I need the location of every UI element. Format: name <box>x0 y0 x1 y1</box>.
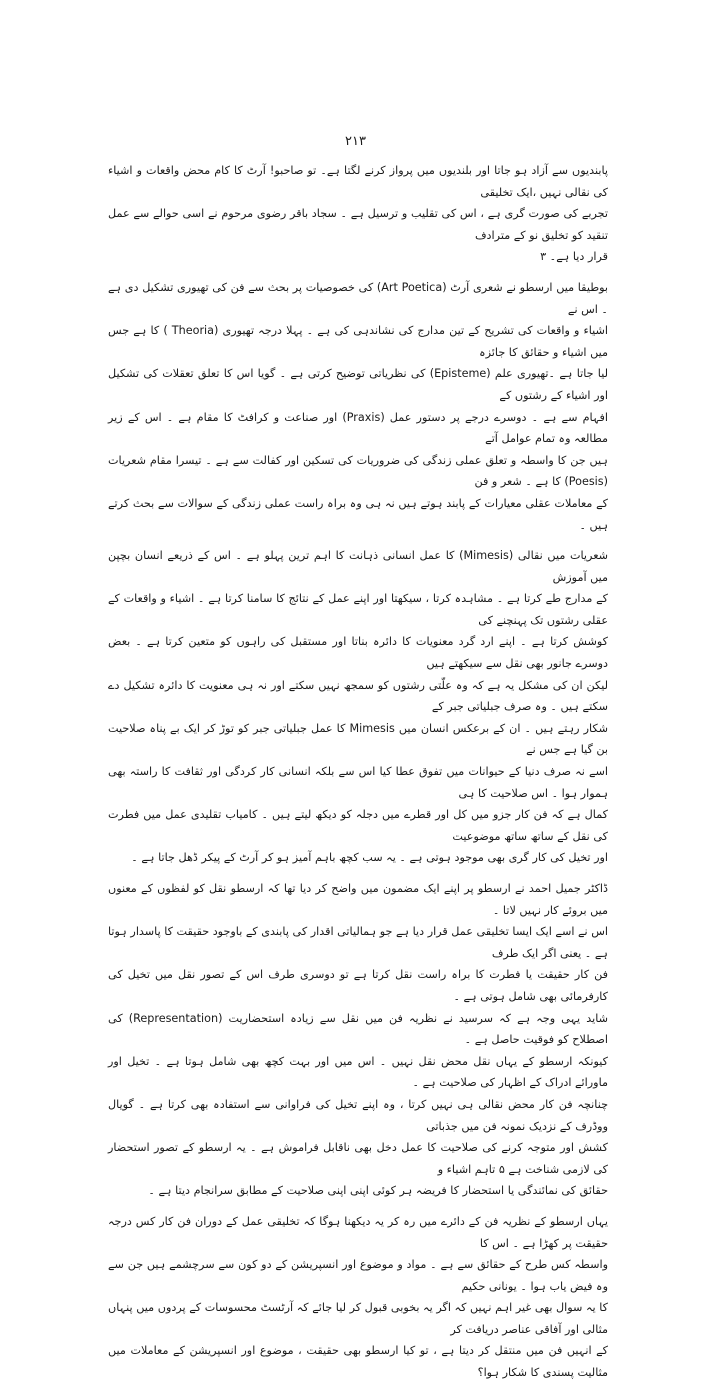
text-line: ڈاکٹر جمیل احمد نے ارسطو پر اپنے ایک مضمون میں واضح کر دیا تھا کہ ارسطو نقل کو لفظوں کے معنوں میں بروئے کار نہیں لاتا ۔ <box>108 882 608 917</box>
paragraph-2 <box>108 277 608 536</box>
text-line: اور تخیل کی کار گری بھی موجود ہوتی ہے ۔ یہ سب کچھ باہم آمیز ہو کر آرٹ کے پیکر ڈھل جاتا ہے ۔ <box>131 851 608 865</box>
text-line: یہاں ارسطو کے نظریہ فن کے دائرے میں رہ کر یہ دیکھنا ہوگا کہ تخلیقی عمل کے دوران فن کار کس درجہ حقیقت پر کھڑا ہے ۔ اس کا <box>108 1214 608 1250</box>
text-line: ہیں جن کا واسطہ و تعلق عملی زندگی کی ضروریات کی تسکین اور کفالت سے ہے ۔ تیسرا مقام شعریات (Poesis) کا ہے ۔ شعر و فن <box>108 453 608 489</box>
text-line: کے معاملات عقلی معیارات کے پابند ہوتے ہیں نہ ہی وہ براہ راست عملی زندگی کے سوالات سے بحث کرتے ہیں ۔ <box>108 496 608 532</box>
text-line: شاید یہی وجہ ہے کہ سرسید نے نظریہ فن میں نقل سے زیادہ استحضاریت (Representation) کی اصطلاح کو فوقیت حاصل ہے ۔ <box>108 1011 609 1047</box>
text-line: لیا جاتا ہے ۔تھیوری علم (Episteme) کی نظریاتی توضیح کرتی ہے ۔ گویا اس کا تعلق تعقلات کی تشکیل اور اشیاء کے رشتوں کے <box>108 367 608 402</box>
paragraph-1 <box>108 160 608 268</box>
text-line: قرار دیا ہے۔ ۳ <box>540 250 608 264</box>
text-line: کے انہیں فن میں منتقل کر دیتا ہے ، تو کیا ارسطو بھی حقیقت ، موضوع اور انسپریشن کے معاملات میں مثالیت پسندی کا شکار ہوا؟ <box>108 1344 608 1380</box>
text-line: واسطہ کس طرح کے حقائق سے ہے ۔ مواد و موضوع اور انسپریشن کے دو کون سے سرچشمے ہیں جن سے وہ فیض یاب ہوا ۔ یونانی حکیم <box>108 1258 608 1293</box>
text-line: اشیاء و واقعات کی تشریح کے تین مدارج کی نشاندہی کی ہے ۔ پہلا درجہ تھیوری (Theoria ) کا ہے جس میں اشیاء و حقائق کا جائزہ <box>108 324 608 359</box>
text-line: پابندیوں سے آزاد ہو جاتا اور بلندیوں میں پرواز کرنے لگتا ہے۔ تو صاحبو! آرٹ کا کام محض واقعات و اشیاء کی نقالی نہیں ،ایک تخلیقی <box>108 164 608 199</box>
text-line: کشش اور متوجہ کرنے کی صلاحیت کا عمل دخل بھی ناقابل فراموش ہے ۔ یہ ارسطو کے تصور استحضار کی لازمی شناخت ہے ۵ تاہم اشیاء و <box>108 1141 608 1176</box>
paragraph-4 <box>108 878 608 1202</box>
text-line: افہام سے ہے ۔ دوسرے درجے پر دستور عمل (Praxis) اور صناعت و کرافٹ کا مقام ہے ۔ اس کے زیر مطالعہ وہ تمام عوامل آتے <box>108 410 608 446</box>
text-line: کا یہ سوال بھی غیر اہم نہیں کہ اگر یہ بخوبی قبول کر لیا جائے کہ آرٹسٹ محسوسات کے پردوں میں پنہاں مثالی اور آفاقی عناصر دریافت کر <box>108 1301 608 1336</box>
text-line: اسے نہ صرف دنیا کے حیوانات میں تفوق عطا کیا اس سے بلکہ انسانی کار کردگی اور ثقافت کا راستہ بھی ہموار ہوا ۔ اس صلاحیت کا ہی <box>108 765 608 800</box>
paragraph-5 <box>108 1211 608 1384</box>
text-line: کے مدارج طے کرتا ہے ۔ مشاہدہ کرتا ، سیکھتا اور اپنے عمل کے نتائج کا سامنا کرتا ہے ۔ اشیاء و واقعات کے عقلی رشتوں تک پہنچنے کی <box>108 592 608 627</box>
document-body <box>108 160 608 1393</box>
text-line: کمال ہے کہ فن کار جزو میں کل اور قطرے میں دجلہ کو دیکھ لیتے ہیں ۔ کامیاب تقلیدی عمل میں فطرت کی نقل کے ساتھ ساتھ موضوعیت <box>108 808 608 843</box>
text-line: شکار رہتے ہیں ۔ ان کے برعکس انسان میں Mimesis کا عمل جبلیاتی جبر کو توڑ کر ایک بے پناہ صلاحیت بن گیا ہے جس نے <box>108 721 608 757</box>
text-line: چنانچہ فن کار محض نقالی ہی نہیں کرتا ، وہ اپنے تخیل کی فراوانی سے استفادہ بھی کرتا ہے ۔ گویال ووڈرف کے نزدیک نمونہ فن میں جذباتی <box>108 1097 608 1133</box>
page-number: ۲۱۳ <box>345 134 366 149</box>
paragraph-3 <box>108 545 608 869</box>
text-line: شعریات میں نقالی (Mimesis) کا عمل انسانی ذہانت کا اہم ترین پہلو ہے ۔ اس کے ذریعے انسان بچپن میں آموزش <box>108 549 608 584</box>
text-line: لیکن ان کی مشکل یہ ہے کہ وہ علّتی رشتوں کو سمجھ نہیں سکتے اور نہ ہی معنویت کا دائرہ تشکیل دے سکتے ہیں ۔ وہ صرف جبلیاتی جبر کے <box>108 678 608 714</box>
text-line: تجربے کی صورت گری ہے ، اس کی تقلیب و ترسیل ہے ۔ سجاد باقر رضوی مرحوم نے اسی حوالے سے عمل تنقید کو تخلیق نو کے مترادف <box>108 207 608 242</box>
text-line: کیونکہ ارسطو کے یہاں نقل محض نقل نہیں ۔ اس میں اور بہت کچھ بھی شامل ہوتا ہے ۔ تخیل اور ماورائے ادراک کے اظہار کی صلاحیت ہے ۔ <box>108 1054 608 1090</box>
text-line: کوشش کرتا ہے ۔ اپنے ارد گرد معنویات کا دائرہ بناتا اور مستقبل کی راہوں کو متعین کرتا ہے ۔ بعض دوسرے جانور بھی نقل سے سیکھتے ہیں <box>108 635 608 671</box>
text-line: حقائق کی نمائندگی یا استحضار کا فریضہ ہر کوئی اپنی اپنی صلاحیت کے مطابق سرانجام دیتا ہے ۔ <box>148 1184 608 1198</box>
text-line: اس نے اسے ایک ایسا تخلیقی عمل قرار دیا ہے جو ہمالیاتی اقدار کی پابندی کے باوجود حقیقت کا پاسدار ہوتا ہے ۔ یعنی اگر ایک طرف <box>108 925 608 960</box>
text-line: بوطیقا میں ارسطو نے شعری آرٹ (Art Poetica) کی خصوصیات پر بحث سے فن کی تھیوری تشکیل دی ہے ۔ اس نے <box>108 280 608 316</box>
text-line: فن کار حقیقت یا فطرت کا براہ راست نقل کرتا ہے تو دوسری طرف اس کے تصور نقل میں تخیل کی کارفرمائی بھی شامل ہوتی ہے ۔ <box>108 968 608 1003</box>
